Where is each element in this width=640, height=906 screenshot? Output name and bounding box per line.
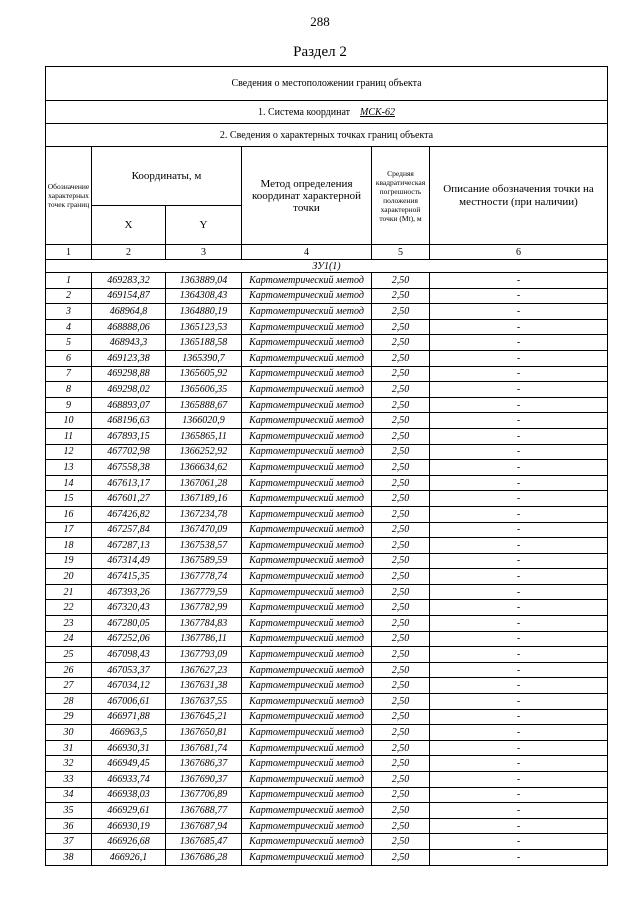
table-row <box>46 491 608 507</box>
accuracy-cell: 2,50 <box>372 366 430 382</box>
description-cell: - <box>430 553 608 569</box>
table-row <box>46 647 608 663</box>
y-coordinate-cell: 1365865,11 <box>166 428 242 444</box>
accuracy-cell: 2,50 <box>372 382 430 398</box>
y-coordinate-cell: 1366252,92 <box>166 444 242 460</box>
header-accuracy: Средняя квадратическая погрешность положения характерной точки (Mt), м <box>372 147 430 245</box>
description-cell: - <box>430 382 608 398</box>
x-coordinate-cell: 467702,98 <box>92 444 166 460</box>
accuracy-cell: 2,50 <box>372 460 430 476</box>
description-cell: - <box>430 397 608 413</box>
accuracy-cell: 2,50 <box>372 662 430 678</box>
header-designation: Обозначение характерных точек границ <box>46 147 92 245</box>
accuracy-cell: 2,50 <box>372 787 430 803</box>
x-coordinate-cell: 466926,68 <box>92 834 166 850</box>
y-coordinate-cell: 1367627,23 <box>166 662 242 678</box>
method-cell: Картометрический метод <box>242 319 372 335</box>
table-row <box>46 506 608 522</box>
method-cell: Картометрический метод <box>242 491 372 507</box>
point-id-cell: 4 <box>46 319 92 335</box>
description-cell: - <box>430 288 608 304</box>
point-id-cell: 16 <box>46 506 92 522</box>
table-row <box>46 694 608 710</box>
header-method: Метод определения координат характерной точки <box>242 147 372 245</box>
table-row <box>46 538 608 554</box>
point-id-cell: 1 <box>46 273 92 289</box>
accuracy-cell: 2,50 <box>372 335 430 351</box>
y-coordinate-cell: 1365606,35 <box>166 382 242 398</box>
accuracy-cell: 2,50 <box>372 444 430 460</box>
x-coordinate-cell: 467314,49 <box>92 553 166 569</box>
description-cell: - <box>430 600 608 616</box>
accuracy-cell: 2,50 <box>372 506 430 522</box>
point-id-cell: 35 <box>46 803 92 819</box>
method-cell: Картометрический метод <box>242 304 372 320</box>
column-number: 1 <box>46 245 92 260</box>
accuracy-cell: 2,50 <box>372 709 430 725</box>
x-coordinate-cell: 466930,31 <box>92 740 166 756</box>
description-cell: - <box>430 631 608 647</box>
method-cell: Картометрический метод <box>242 787 372 803</box>
point-id-cell: 31 <box>46 740 92 756</box>
point-id-cell: 10 <box>46 413 92 429</box>
table-row <box>46 319 608 335</box>
description-cell: - <box>430 475 608 491</box>
x-coordinate-cell: 467287,13 <box>92 538 166 554</box>
column-number: 4 <box>242 245 372 260</box>
x-coordinate-cell: 466938,03 <box>92 787 166 803</box>
accuracy-cell: 2,50 <box>372 584 430 600</box>
table-row <box>46 413 608 429</box>
x-coordinate-cell: 467320,43 <box>92 600 166 616</box>
description-cell: - <box>430 787 608 803</box>
table-row <box>46 678 608 694</box>
y-coordinate-cell: 1367688,77 <box>166 803 242 819</box>
description-cell: - <box>430 662 608 678</box>
description-cell: - <box>430 647 608 663</box>
method-cell: Картометрический метод <box>242 288 372 304</box>
accuracy-cell: 2,50 <box>372 304 430 320</box>
method-cell: Картометрический метод <box>242 335 372 351</box>
point-id-cell: 34 <box>46 787 92 803</box>
method-cell: Картометрический метод <box>242 382 372 398</box>
table-row <box>46 834 608 850</box>
y-coordinate-cell: 1367189,16 <box>166 491 242 507</box>
y-coordinate-cell: 1367779,59 <box>166 584 242 600</box>
x-coordinate-cell: 466963,5 <box>92 725 166 741</box>
point-id-cell: 7 <box>46 366 92 382</box>
boundary-points-table <box>45 66 608 866</box>
method-cell: Картометрический метод <box>242 366 372 382</box>
description-cell: - <box>430 491 608 507</box>
table-row <box>46 725 608 741</box>
coordinate-system-label: 1. Система координат <box>258 106 351 118</box>
accuracy-cell: 2,50 <box>372 803 430 819</box>
table-title: Сведения о местоположении границ объекта <box>46 67 608 101</box>
method-cell: Картометрический метод <box>242 662 372 678</box>
y-coordinate-cell: 1366634,62 <box>166 460 242 476</box>
x-coordinate-cell: 469298,88 <box>92 366 166 382</box>
table-row <box>46 273 608 289</box>
point-id-cell: 23 <box>46 616 92 632</box>
accuracy-cell: 2,50 <box>372 428 430 444</box>
accuracy-cell: 2,50 <box>372 647 430 663</box>
x-coordinate-cell: 467601,27 <box>92 491 166 507</box>
method-cell: Картометрический метод <box>242 694 372 710</box>
point-id-cell: 5 <box>46 335 92 351</box>
description-cell: - <box>430 756 608 772</box>
description-cell: - <box>430 849 608 865</box>
y-coordinate-cell: 1367706,89 <box>166 787 242 803</box>
description-cell: - <box>430 678 608 694</box>
description-cell: - <box>430 725 608 741</box>
point-id-cell: 32 <box>46 756 92 772</box>
x-coordinate-cell: 467034,12 <box>92 678 166 694</box>
method-cell: Картометрический метод <box>242 803 372 819</box>
y-coordinate-cell: 1367234,78 <box>166 506 242 522</box>
accuracy-cell: 2,50 <box>372 849 430 865</box>
method-cell: Картометрический метод <box>242 818 372 834</box>
table-row <box>46 553 608 569</box>
table-row <box>46 662 608 678</box>
y-coordinate-cell: 1367637,55 <box>166 694 242 710</box>
y-coordinate-cell: 1367650,81 <box>166 725 242 741</box>
table-row <box>46 740 608 756</box>
coordinate-system-row <box>46 101 608 124</box>
x-coordinate-cell: 467280,05 <box>92 616 166 632</box>
x-coordinate-cell: 468893,07 <box>92 397 166 413</box>
y-coordinate-cell: 1367061,28 <box>166 475 242 491</box>
table-row <box>46 444 608 460</box>
y-coordinate-cell: 1365605,92 <box>166 366 242 382</box>
x-coordinate-cell: 468196,63 <box>92 413 166 429</box>
description-cell: - <box>430 569 608 585</box>
y-coordinate-cell: 1367786,11 <box>166 631 242 647</box>
point-id-cell: 21 <box>46 584 92 600</box>
accuracy-cell: 2,50 <box>372 319 430 335</box>
accuracy-cell: 2,50 <box>372 678 430 694</box>
method-cell: Картометрический метод <box>242 834 372 850</box>
accuracy-cell: 2,50 <box>372 756 430 772</box>
table-row <box>46 584 608 600</box>
y-coordinate-cell: 1365188,58 <box>166 335 242 351</box>
y-coordinate-cell: 1367631,38 <box>166 678 242 694</box>
description-cell: - <box>430 444 608 460</box>
point-id-cell: 29 <box>46 709 92 725</box>
header-coordinates: Координаты, м <box>92 147 242 206</box>
accuracy-cell: 2,50 <box>372 600 430 616</box>
method-cell: Картометрический метод <box>242 397 372 413</box>
point-id-cell: 36 <box>46 818 92 834</box>
table-row <box>46 397 608 413</box>
page-number: 288 <box>310 14 330 29</box>
x-coordinate-cell: 466971,88 <box>92 709 166 725</box>
description-cell: - <box>430 538 608 554</box>
y-coordinate-cell: 1367687,94 <box>166 818 242 834</box>
accuracy-cell: 2,50 <box>372 694 430 710</box>
point-id-cell: 24 <box>46 631 92 647</box>
table-row <box>46 335 608 351</box>
table-row <box>46 616 608 632</box>
x-coordinate-cell: 467252,06 <box>92 631 166 647</box>
x-coordinate-cell: 469123,38 <box>92 350 166 366</box>
method-cell: Картометрический метод <box>242 756 372 772</box>
accuracy-cell: 2,50 <box>372 350 430 366</box>
description-cell: - <box>430 304 608 320</box>
method-cell: Картометрический метод <box>242 538 372 554</box>
x-coordinate-cell: 469298,02 <box>92 382 166 398</box>
method-cell: Картометрический метод <box>242 273 372 289</box>
table-row <box>46 304 608 320</box>
y-coordinate-cell: 1364880,19 <box>166 304 242 320</box>
method-cell: Картометрический метод <box>242 772 372 788</box>
accuracy-cell: 2,50 <box>372 569 430 585</box>
x-coordinate-cell: 466933,74 <box>92 772 166 788</box>
description-cell: - <box>430 366 608 382</box>
y-coordinate-cell: 1365888,67 <box>166 397 242 413</box>
y-coordinate-cell: 1367685,47 <box>166 834 242 850</box>
table-row <box>46 849 608 865</box>
accuracy-cell: 2,50 <box>372 522 430 538</box>
y-coordinate-cell: 1363889,04 <box>166 273 242 289</box>
y-coordinate-cell: 1367782,99 <box>166 600 242 616</box>
accuracy-cell: 2,50 <box>372 616 430 632</box>
point-id-cell: 19 <box>46 553 92 569</box>
point-id-cell: 3 <box>46 304 92 320</box>
x-coordinate-cell: 467098,43 <box>92 647 166 663</box>
description-cell: - <box>430 413 608 429</box>
y-coordinate-cell: 1364308,43 <box>166 288 242 304</box>
method-cell: Картометрический метод <box>242 522 372 538</box>
table-row <box>46 475 608 491</box>
description-cell: - <box>430 428 608 444</box>
table-row <box>46 428 608 444</box>
method-cell: Картометрический метод <box>242 709 372 725</box>
table-row <box>46 803 608 819</box>
description-cell: - <box>430 772 608 788</box>
table-row <box>46 382 608 398</box>
table-row <box>46 288 608 304</box>
description-cell: - <box>430 335 608 351</box>
accuracy-cell: 2,50 <box>372 273 430 289</box>
point-id-cell: 22 <box>46 600 92 616</box>
table-row <box>46 818 608 834</box>
x-coordinate-cell: 467393,26 <box>92 584 166 600</box>
table-row <box>46 787 608 803</box>
accuracy-cell: 2,50 <box>372 397 430 413</box>
y-coordinate-cell: 1365390,7 <box>166 350 242 366</box>
method-cell: Картометрический метод <box>242 428 372 444</box>
point-id-cell: 28 <box>46 694 92 710</box>
y-coordinate-cell: 1367690,37 <box>166 772 242 788</box>
method-cell: Картометрический метод <box>242 631 372 647</box>
coordinate-system-value: МСК-62 <box>360 106 396 118</box>
accuracy-cell: 2,50 <box>372 538 430 554</box>
x-coordinate-cell: 468964,8 <box>92 304 166 320</box>
accuracy-cell: 2,50 <box>372 834 430 850</box>
points-section-label: 2. Сведения о характерных точках границ объекта <box>46 124 608 147</box>
x-coordinate-cell: 467053,37 <box>92 662 166 678</box>
accuracy-cell: 2,50 <box>372 475 430 491</box>
y-coordinate-cell: 1367686,37 <box>166 756 242 772</box>
table-row <box>46 631 608 647</box>
description-cell: - <box>430 273 608 289</box>
table-row <box>46 756 608 772</box>
point-id-cell: 12 <box>46 444 92 460</box>
point-id-cell: 15 <box>46 491 92 507</box>
method-cell: Картометрический метод <box>242 584 372 600</box>
method-cell: Картометрический метод <box>242 350 372 366</box>
point-id-cell: 11 <box>46 428 92 444</box>
point-id-cell: 37 <box>46 834 92 850</box>
accuracy-cell: 2,50 <box>372 772 430 788</box>
method-cell: Картометрический метод <box>242 444 372 460</box>
column-number: 6 <box>430 245 608 260</box>
x-coordinate-cell: 469154,87 <box>92 288 166 304</box>
table-row <box>46 569 608 585</box>
description-cell: - <box>430 834 608 850</box>
table-row <box>46 522 608 538</box>
description-cell: - <box>430 460 608 476</box>
point-id-cell: 14 <box>46 475 92 491</box>
accuracy-cell: 2,50 <box>372 818 430 834</box>
x-coordinate-cell: 467613,17 <box>92 475 166 491</box>
column-number: 5 <box>372 245 430 260</box>
x-coordinate-cell: 466929,61 <box>92 803 166 819</box>
y-coordinate-cell: 1367470,09 <box>166 522 242 538</box>
method-cell: Картометрический метод <box>242 460 372 476</box>
accuracy-cell: 2,50 <box>372 631 430 647</box>
point-id-cell: 30 <box>46 725 92 741</box>
method-cell: Картометрический метод <box>242 740 372 756</box>
table-row <box>46 772 608 788</box>
group-label: ЗУ1(1) <box>46 260 608 273</box>
x-coordinate-cell: 467426,82 <box>92 506 166 522</box>
x-coordinate-cell: 466926,1 <box>92 849 166 865</box>
point-id-cell: 25 <box>46 647 92 663</box>
y-coordinate-cell: 1367784,83 <box>166 616 242 632</box>
header-x: X <box>92 206 166 245</box>
description-cell: - <box>430 506 608 522</box>
point-id-cell: 13 <box>46 460 92 476</box>
description-cell: - <box>430 818 608 834</box>
x-coordinate-cell: 466930,19 <box>92 818 166 834</box>
point-id-cell: 2 <box>46 288 92 304</box>
method-cell: Картометрический метод <box>242 616 372 632</box>
accuracy-cell: 2,50 <box>372 413 430 429</box>
table-row <box>46 709 608 725</box>
description-cell: - <box>430 694 608 710</box>
table-row <box>46 350 608 366</box>
method-cell: Картометрический метод <box>242 849 372 865</box>
description-cell: - <box>430 803 608 819</box>
method-cell: Картометрический метод <box>242 475 372 491</box>
method-cell: Картометрический метод <box>242 569 372 585</box>
column-number: 2 <box>92 245 166 260</box>
point-id-cell: 26 <box>46 662 92 678</box>
y-coordinate-cell: 1367645,21 <box>166 709 242 725</box>
method-cell: Картометрический метод <box>242 553 372 569</box>
point-id-cell: 6 <box>46 350 92 366</box>
description-cell: - <box>430 709 608 725</box>
x-coordinate-cell: 467558,38 <box>92 460 166 476</box>
table-row <box>46 366 608 382</box>
section-title: Раздел 2 <box>293 44 347 60</box>
method-cell: Картометрический метод <box>242 413 372 429</box>
description-cell: - <box>430 350 608 366</box>
x-coordinate-cell: 467257,84 <box>92 522 166 538</box>
accuracy-cell: 2,50 <box>372 491 430 507</box>
point-id-cell: 9 <box>46 397 92 413</box>
description-cell: - <box>430 584 608 600</box>
x-coordinate-cell: 469283,32 <box>92 273 166 289</box>
x-coordinate-cell: 467415,35 <box>92 569 166 585</box>
column-number: 3 <box>166 245 242 260</box>
point-id-cell: 38 <box>46 849 92 865</box>
method-cell: Картометрический метод <box>242 647 372 663</box>
header-y: Y <box>166 206 242 245</box>
x-coordinate-cell: 468943,3 <box>92 335 166 351</box>
description-cell: - <box>430 740 608 756</box>
accuracy-cell: 2,50 <box>372 725 430 741</box>
point-id-cell: 20 <box>46 569 92 585</box>
accuracy-cell: 2,50 <box>372 553 430 569</box>
x-coordinate-cell: 467006,61 <box>92 694 166 710</box>
y-coordinate-cell: 1367538,57 <box>166 538 242 554</box>
point-id-cell: 18 <box>46 538 92 554</box>
table-row <box>46 460 608 476</box>
y-coordinate-cell: 1365123,53 <box>166 319 242 335</box>
y-coordinate-cell: 1366020,9 <box>166 413 242 429</box>
point-id-cell: 8 <box>46 382 92 398</box>
accuracy-cell: 2,50 <box>372 288 430 304</box>
point-id-cell: 33 <box>46 772 92 788</box>
x-coordinate-cell: 466949,45 <box>92 756 166 772</box>
y-coordinate-cell: 1367681,74 <box>166 740 242 756</box>
y-coordinate-cell: 1367778,74 <box>166 569 242 585</box>
point-id-cell: 17 <box>46 522 92 538</box>
y-coordinate-cell: 1367793,09 <box>166 647 242 663</box>
description-cell: - <box>430 616 608 632</box>
method-cell: Картометрический метод <box>242 600 372 616</box>
y-coordinate-cell: 1367589,59 <box>166 553 242 569</box>
method-cell: Картометрический метод <box>242 506 372 522</box>
x-coordinate-cell: 468888,06 <box>92 319 166 335</box>
table-row <box>46 600 608 616</box>
description-cell: - <box>430 522 608 538</box>
x-coordinate-cell: 467893,15 <box>92 428 166 444</box>
method-cell: Картометрический метод <box>242 725 372 741</box>
method-cell: Картометрический метод <box>242 678 372 694</box>
point-id-cell: 27 <box>46 678 92 694</box>
y-coordinate-cell: 1367686,28 <box>166 849 242 865</box>
header-description: Описание обозначения точки на местности (при наличии) <box>430 147 608 245</box>
description-cell: - <box>430 319 608 335</box>
accuracy-cell: 2,50 <box>372 740 430 756</box>
